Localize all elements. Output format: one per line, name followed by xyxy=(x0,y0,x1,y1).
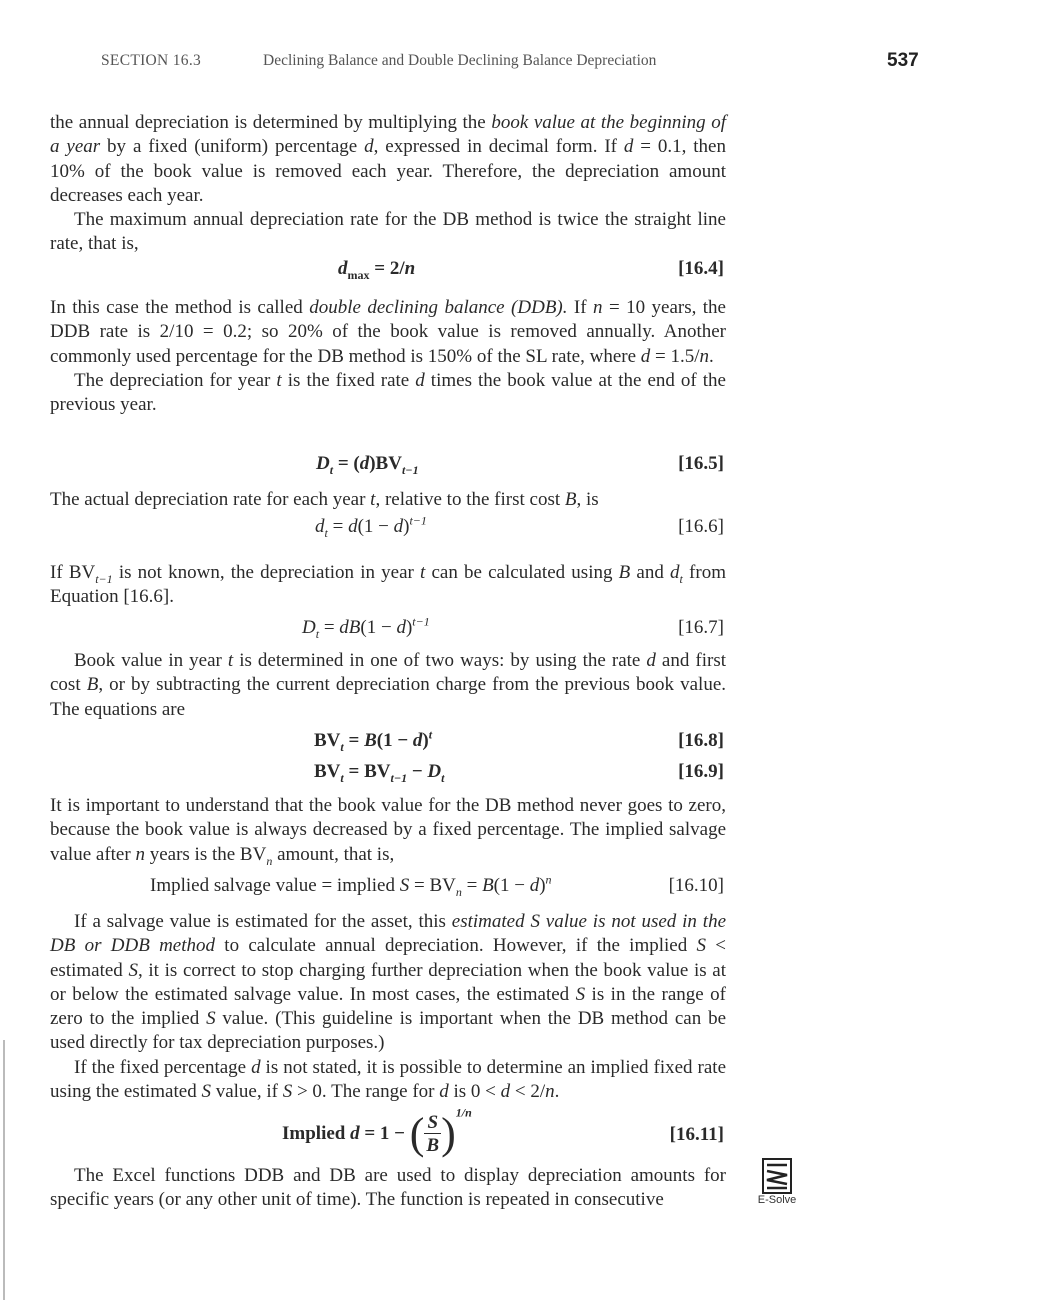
equation-number: [16.10] xyxy=(668,875,724,896)
body-block-8 xyxy=(50,1164,726,1213)
paragraph-10: If the fixed percentage d is not stated, it is possible to determine an implied fixed rate using the estimated S value, if S > 0. The range for d is 0 < d < 2/n. xyxy=(50,1056,727,1103)
body-block-7 xyxy=(50,910,726,1104)
paragraph-5: The actual depreciation rate for each year t, relative to the first cost B, is xyxy=(50,489,599,510)
paragraph-4: The depreciation for year t is the fixed rate d times the book value at the end of the previous year. xyxy=(50,369,726,416)
running-header-title: Declining Balance and Double Declining Balance Depreciation xyxy=(263,52,657,69)
running-header-section: SECTION 16.3 xyxy=(101,52,202,69)
paragraph-2: The maximum annual depreciation rate for the DB method is twice the straight line rate, that is, xyxy=(50,209,726,255)
body-block-5 xyxy=(50,649,726,722)
body-block-3 xyxy=(50,488,726,512)
equation-number: [16.7] xyxy=(678,617,724,638)
equation-16-8: $BV_t = B(1 - d)^t$ [16.8] xyxy=(314,727,724,754)
paragraph-3: In this case the method is called double declining balance (DDB). If n = 10 years, the DDB rate is 2/10 = 0.2; so 20% of the book value is removed annually. Another commonly used percentage for the DB method is 150% of the SL rate, where d = 1.5/n. xyxy=(50,297,726,367)
e-solve-label: E-Solve xyxy=(757,1194,797,1206)
equation-number: [16.11] xyxy=(669,1124,724,1145)
equation-number: [16.8] xyxy=(678,730,724,751)
equation-number: [16.6] xyxy=(678,516,724,537)
equation-16-4: $d_{max} = 2/n$ [16.4] xyxy=(338,258,724,282)
equation-16-7: $D_t = dB(1 - d)^{t-1}$ [16.7] xyxy=(302,614,724,641)
scan-edge-line xyxy=(3,1040,5,1300)
paragraph-8: It is important to understand that the book value for the DB method never goes to zero, because the book value is always decreased by a fixed percentage. The implied salvage value after n years is the $BV_n$ amount, that is, xyxy=(50,795,726,868)
equation-16-10: Implied salvage value = implied $S = BV_n = B(1 - d)^n$ [16.10] xyxy=(150,872,724,899)
equation-number: [16.4] xyxy=(678,258,724,279)
body-block-2 xyxy=(50,296,726,417)
equation-16-6: $d_t = d(1 - d)^{t-1}$ [16.6] xyxy=(315,513,724,540)
paragraph-6: If $BV_{t-1}$ is not known, the depreciation in year t can be calculated using B and $d_t$ from Equation [16.6]. xyxy=(50,562,726,608)
body-block-4 xyxy=(50,561,726,610)
body-block-1 xyxy=(50,111,726,257)
paragraph-9: If a salvage value is estimated for the asset, this estimated S value is not used in the DB or DDB method to calculate annual depreciation. However, if the implied S < estimated S, it is correct to stop charging further depreciation when the book value is at or below the estimated salvage value. In most cases, the estimated S is in the range of zero to the implied S value. (This guideline is important when the DB method can be used directly for tax depreciation purposes.) xyxy=(50,911,727,1054)
equation-number: [16.5] xyxy=(678,453,724,474)
paragraph-1: the annual depreciation is determined by multiplying the book value at the beginning of a year by a fixed (uniform) percentage d, expressed in decimal form. If d = 0.1, then 10% of the book value is removed each year. Therefore, the depreciation amount decreases each year. xyxy=(50,112,726,206)
e-solve-marker xyxy=(755,1158,799,1206)
paragraph-7: Book value in year t is determined in one of two ways: by using the rate d and first cost B, or by subtracting the current depreciation charge from the previous book value. The equations are xyxy=(50,650,727,720)
equation-16-11: Implied d = 1 − ( $\frac{S}{B}$ )$^{1/n}$ [16.11] xyxy=(282,1105,724,1158)
equation-number: [16.9] xyxy=(678,761,724,782)
equation-16-9: $BV_t = BV_{t-1} - D_t$ [16.9] xyxy=(314,761,724,785)
page-number: 537 xyxy=(887,50,919,71)
e-solve-icon xyxy=(762,1158,792,1194)
body-block-6 xyxy=(50,794,726,867)
equation-16-5: $D_t = (d)BV_{t-1}$ [16.5] xyxy=(316,453,724,477)
paragraph-11: The Excel functions DDB and DB are used to display depreciation amounts for specific years (or any other unit of time). The function is repeated in consecutive xyxy=(50,1165,726,1211)
